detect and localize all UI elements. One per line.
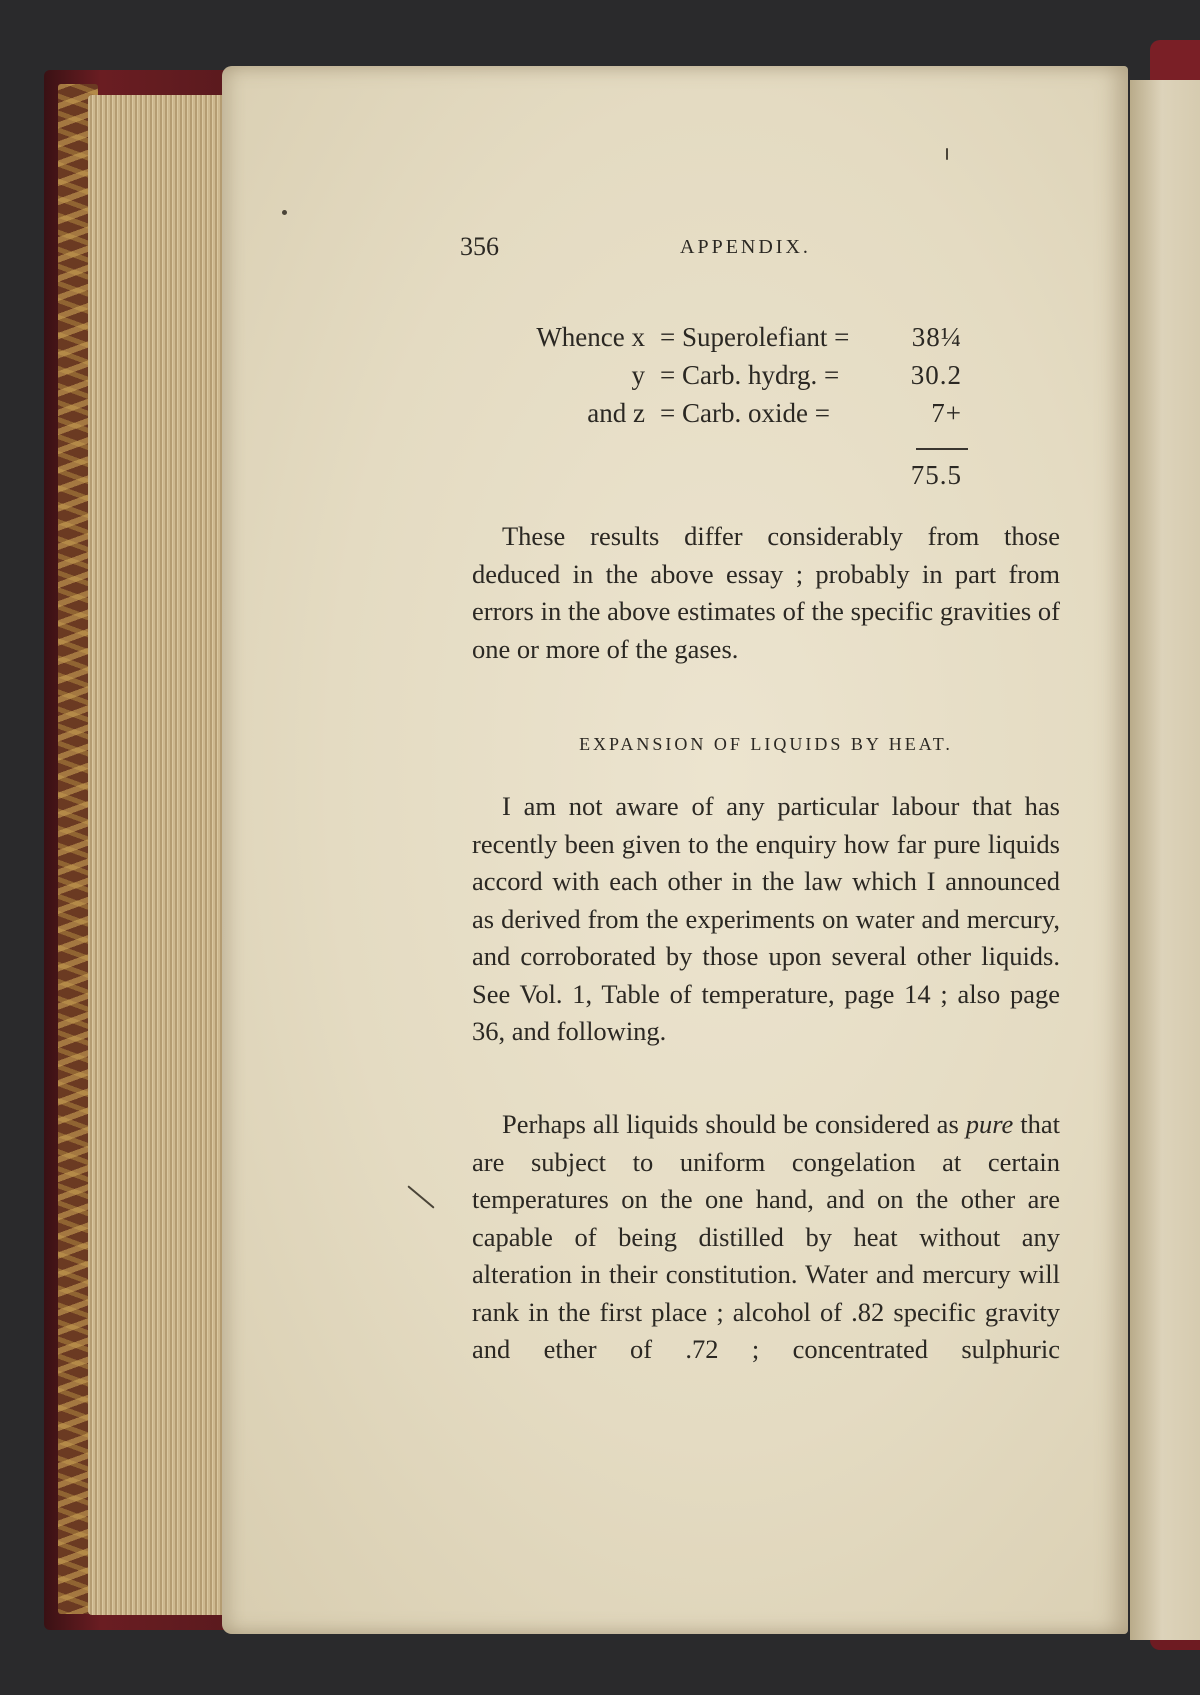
paragraph-text-rest: that are subject to uniform congelation at certain temperatures on the one hand, and on the other are capable of being distilled by heat without any alteration in their constitution. Water and mercury will rank in the first place ; alcohol of .82 specific gravity and ether of .72 ; concentrated sulphuric [472, 1109, 1061, 1364]
page-number: 356 [460, 232, 499, 261]
paragraph-pure-liquids [472, 1106, 1060, 1369]
equation-row [470, 360, 990, 398]
paragraph-expansion [472, 788, 1060, 1051]
paragraph-text: These results differ considerably from those deduced in the above essay ; probably in part from errors in the above estimates of the specific gravities of one or more of the gases. [472, 521, 1060, 664]
equation-lhs: y [631, 360, 645, 390]
paragraph-results [472, 518, 1060, 668]
section-heading: EXPANSION OF LIQUIDS BY HEAT. [579, 734, 953, 754]
ink-speck [282, 210, 287, 215]
equation-value: 38¼ [911, 322, 962, 352]
equation-total: 75.5 [910, 460, 962, 490]
equation-term: = Carb. hydrg. = [660, 360, 840, 390]
page-header [460, 232, 1060, 266]
equation-block [470, 322, 990, 490]
equation-term: = Carb. oxide = [660, 398, 830, 428]
sum-rule [916, 448, 968, 450]
equation-term: = Superolefiant = [660, 322, 850, 352]
italic-word: pure [965, 1109, 1014, 1139]
page-block-edges [88, 95, 238, 1615]
equation-value: 30.2 [910, 360, 962, 390]
facing-page-edge [1130, 80, 1200, 1640]
equation-row [470, 322, 990, 360]
paragraph-text-start: Perhaps all liquids should be considered as [502, 1109, 959, 1139]
equation-row [470, 398, 990, 436]
equation-lhs: and z [587, 398, 645, 428]
ink-speck [946, 148, 948, 160]
equation-value: 7+ [931, 398, 962, 428]
equation-lhs: Whence x [536, 322, 645, 352]
paragraph-text: I am not aware of any particular labour that has recently been given to the enquiry how far pure liquids accord with each other in the law which I announced as derived from the experiments on water and mercury, and corroborated by those upon several other liquids. See Vol. 1, Table of temperature, page 14 ; also page 36, and following. [472, 791, 1060, 1046]
running-head: APPENDIX. [680, 236, 811, 258]
